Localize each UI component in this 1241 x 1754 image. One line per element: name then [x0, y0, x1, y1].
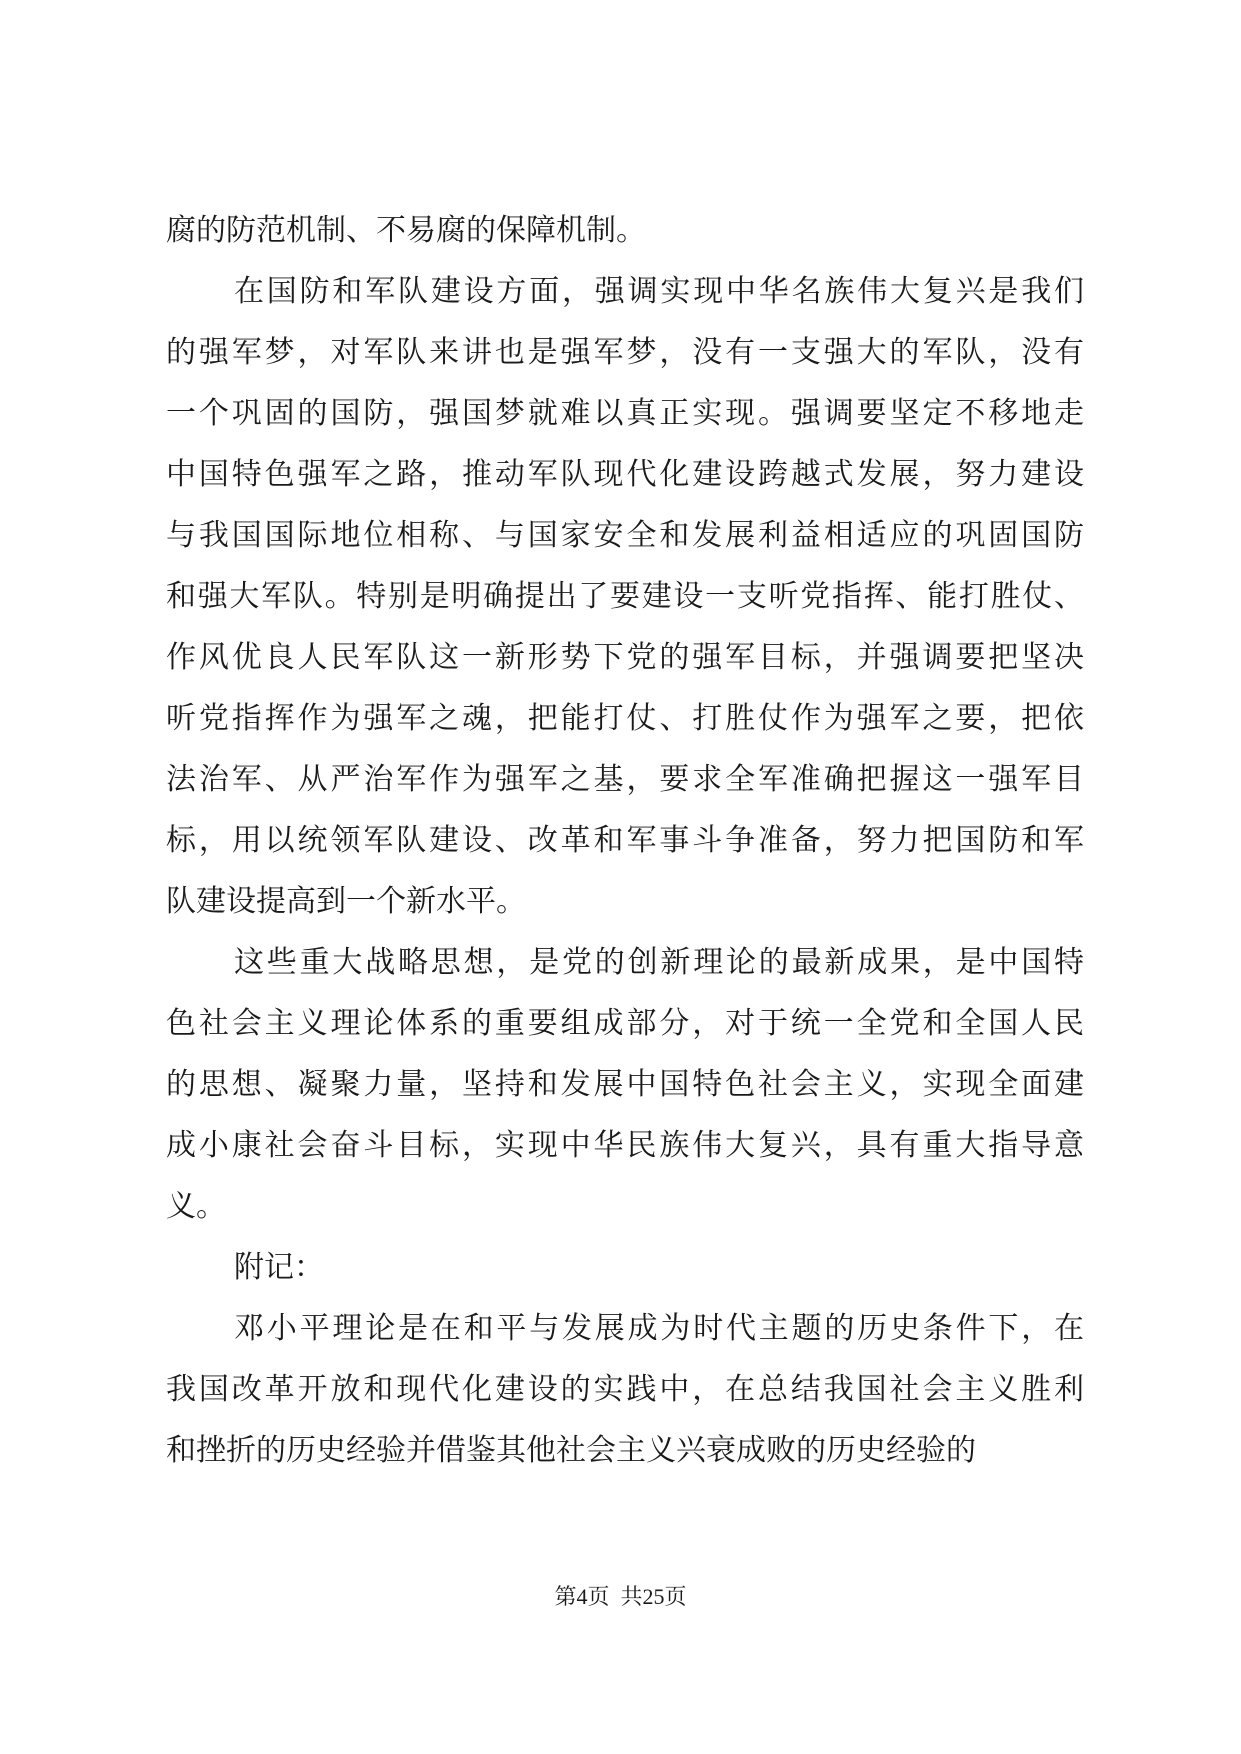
- document-body: [166, 200, 1084, 1481]
- text-line: 成小康社会奋斗目标，实现中华民族伟大复兴，具有重大指导意: [166, 1128, 1084, 1163]
- text-line: 和挫折的历史经验并借鉴其他社会主义兴衰成败的历史经验的: [166, 1433, 976, 1468]
- footer-page-number: 4: [576, 1584, 588, 1609]
- text-line: 我国改革开放和现代化建设的实践中，在总结我国社会主义胜利: [166, 1372, 1084, 1407]
- text-line: 队建设提高到一个新水平。: [166, 884, 526, 919]
- footer-page-prefix: 第: [554, 1584, 577, 1609]
- text-line: 标，用以统领军队建设、改革和军事斗争准备，努力把国防和军: [166, 823, 1084, 858]
- page-footer: [0, 1582, 1241, 1612]
- text-line: 邓小平理论是在和平与发展成为时代主题的历史条件下，在: [234, 1311, 1084, 1346]
- paragraph: [166, 1298, 1084, 1481]
- text-line: 一个巩固的国防，强国梦就难以真正实现。强调要坚定不移地走: [166, 396, 1084, 431]
- text-line: 义。: [166, 1189, 226, 1224]
- text-line: 的强军梦，对军队来讲也是强军梦，没有一支强大的军队，没有: [166, 335, 1084, 370]
- text-line: 在国防和军队建设方面，强调实现中华名族伟大复兴是我们: [234, 274, 1084, 309]
- text-line: 与我国国际地位相称、与国家安全和发展利益相适应的巩固国防: [166, 518, 1084, 553]
- text-line: 附记：: [234, 1250, 324, 1285]
- text-line: 法治军、从严治军作为强军之基，要求全军准确把握这一强军目: [166, 762, 1084, 797]
- paragraph: [166, 932, 1084, 1237]
- paragraph: [166, 1237, 1084, 1298]
- text-line: 作风优良人民军队这一新形势下党的强军目标，并强调要把坚决: [166, 640, 1084, 675]
- text-line: 色社会主义理论体系的重要组成部分，对于统一全党和全国人民: [166, 1006, 1084, 1041]
- footer-page-suffix: 页: [664, 1584, 687, 1609]
- text-line: 中国特色强军之路，推动军队现代化建设跨越式发展，努力建设: [166, 457, 1084, 492]
- text-line: 的思想、凝聚力量，坚持和发展中国特色社会主义，实现全面建: [166, 1067, 1084, 1102]
- paragraph: [166, 200, 1084, 261]
- footer-total-pages: 25: [642, 1584, 665, 1609]
- text-line: 这些重大战略思想，是党的创新理论的最新成果，是中国特: [234, 945, 1084, 980]
- text-line: 腐的防范机制、不易腐的保障机制。: [166, 213, 646, 248]
- footer-page-mid: 页 共: [587, 1584, 643, 1609]
- text-line: 和强大军队。特别是明确提出了要建设一支听党指挥、能打胜仗、: [166, 579, 1084, 614]
- text-line: 听党指挥作为强军之魂，把能打仗、打胜仗作为强军之要，把依: [166, 701, 1084, 736]
- paragraph: [166, 261, 1084, 932]
